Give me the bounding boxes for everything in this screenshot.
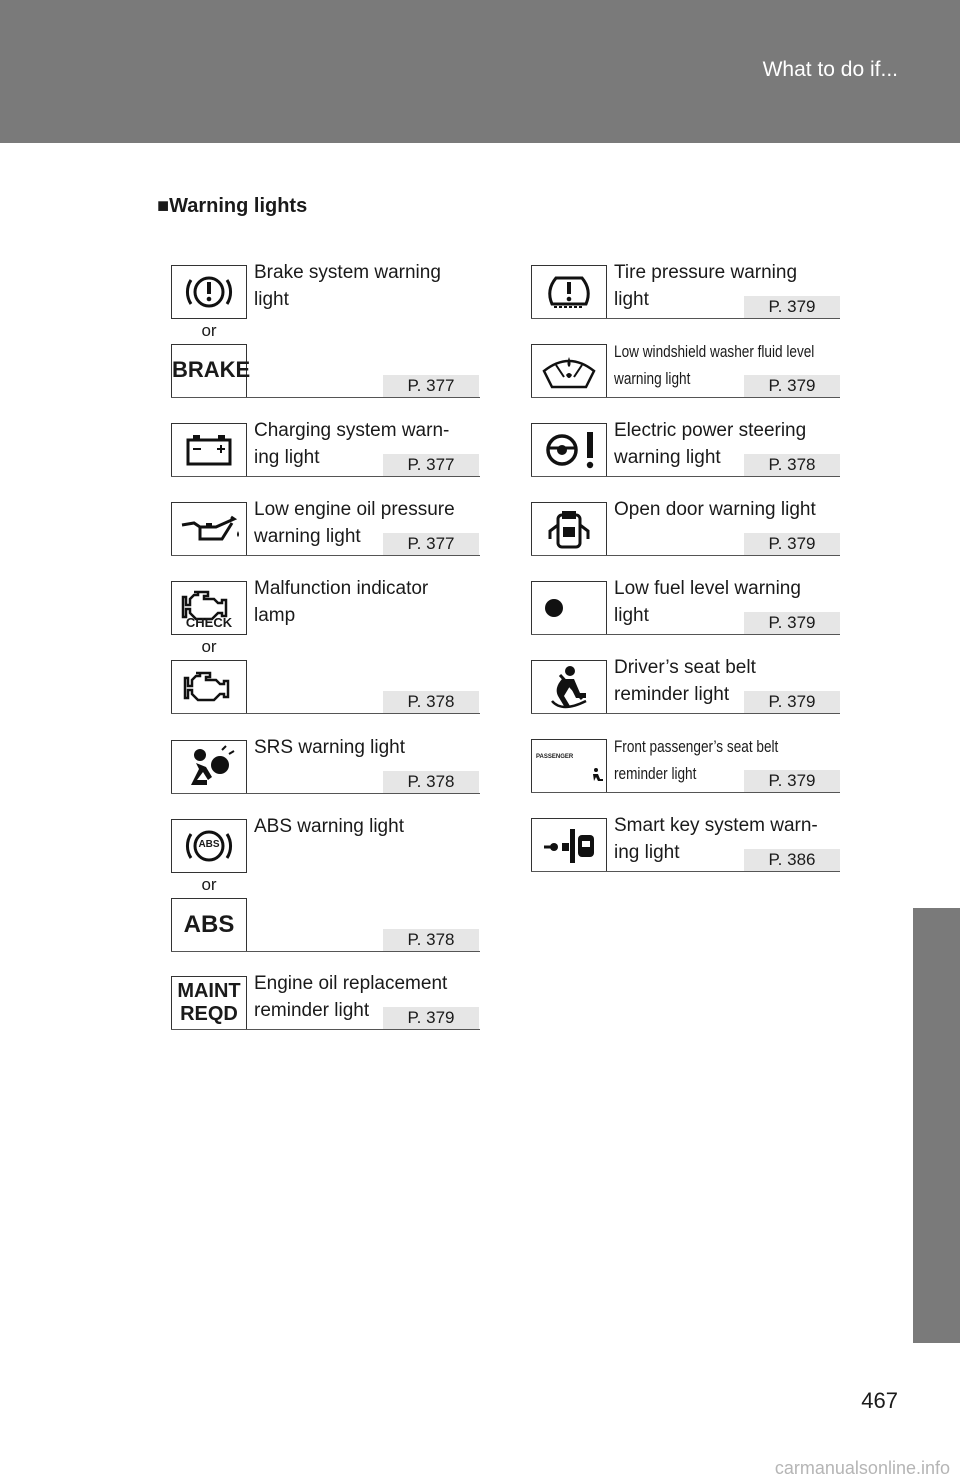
seat-belt-icon-box	[531, 660, 607, 714]
page-ref-fuel: P. 379	[744, 612, 840, 634]
maint-reqd-icon-box	[171, 976, 247, 1030]
label-charging: Charging system warn- ing light	[254, 420, 450, 468]
row-divider	[531, 555, 840, 556]
page-ref-eps: P. 378	[744, 454, 840, 476]
page-ref-maint: P. 379	[383, 1007, 479, 1029]
row-divider	[171, 1029, 480, 1030]
section-title: ■Warning lights	[157, 195, 308, 217]
label-tire: Tire pressure warning light	[614, 262, 798, 310]
abs-circle-icon-box	[171, 819, 247, 873]
oil-can-icon-box	[171, 502, 247, 556]
page-ref-oil: P. 377	[383, 533, 479, 555]
label-mil: Malfunction indicator lamp	[254, 578, 429, 626]
label-passenger-belt: Front passenger’s seat belt reminder light	[614, 737, 779, 783]
page-ref-charging: P. 377	[383, 454, 479, 476]
row-divider	[171, 397, 480, 398]
abs-icon-text: ABS	[183, 911, 235, 938]
airbag-icon-box	[171, 740, 247, 794]
page-ref-washer: P. 379	[744, 375, 840, 397]
label-driver-belt: Driver’s seat belt reminder light	[614, 657, 756, 705]
abs-small-text: ABS	[198, 839, 220, 850]
brake-icon-text: BRAKE	[172, 357, 251, 382]
smart-key-icon-box	[531, 818, 607, 872]
check-icon-text: CHECK	[185, 615, 233, 630]
label-fuel: Low fuel level warning light	[614, 578, 801, 626]
brake-circle-icon-box	[171, 265, 247, 319]
row-divider	[531, 713, 840, 714]
page-ref-mil: P. 378	[383, 691, 479, 713]
open-door-icon-box	[531, 502, 607, 556]
page-ref-passenger-belt: P. 379	[744, 770, 840, 792]
maint-icon-text-1: MAINT	[177, 980, 241, 1002]
row-divider	[171, 713, 480, 714]
or-label: or	[201, 875, 217, 894]
label-smartkey: Smart key system warn- ing light	[614, 815, 818, 863]
steering-wheel-warning-icon-box	[531, 423, 607, 477]
page-ref-abs: P. 378	[383, 929, 479, 951]
row-divider	[531, 476, 840, 477]
page-ref-door: P. 379	[744, 533, 840, 555]
page-ref-tire: P. 379	[744, 296, 840, 318]
row-divider	[531, 397, 840, 398]
header-title: What to do if...	[762, 58, 898, 81]
label-srs: SRS warning light	[254, 737, 406, 758]
label-abs: ABS warning light	[254, 816, 404, 837]
row-divider	[531, 318, 840, 319]
row-divider	[531, 792, 840, 793]
engine-check-icon-box	[171, 581, 247, 635]
or-label: or	[201, 637, 217, 656]
page-ref-smartkey: P. 386	[744, 849, 840, 871]
page-ref-driver-belt: P. 379	[744, 691, 840, 713]
page-header	[0, 0, 960, 143]
watermark: carmanualsonline.info	[774, 1458, 950, 1478]
or-label: or	[201, 321, 217, 340]
battery-icon-box	[171, 423, 247, 477]
passenger-belt-icon-box	[531, 739, 607, 793]
label-eps: Electric power steering warning light	[614, 420, 807, 468]
fuel-dot-icon-box	[531, 581, 607, 635]
tire-pressure-icon-box	[531, 265, 607, 319]
abs-text-icon-box	[171, 898, 247, 952]
brake-text-icon-box	[171, 344, 251, 398]
engine-icon-box	[171, 660, 247, 714]
page-ref-brake: P. 377	[383, 375, 479, 397]
page-number: 467	[861, 1388, 898, 1413]
row-divider	[171, 951, 480, 952]
row-divider	[531, 634, 840, 635]
chapter-side-tab	[913, 908, 960, 1343]
washer-fluid-icon-box	[531, 344, 607, 398]
label-door: Open door warning light	[614, 499, 816, 520]
label-maint: Engine oil replacement reminder light	[254, 973, 448, 1021]
row-divider	[171, 555, 480, 556]
page-ref-srs: P. 378	[383, 771, 479, 793]
maint-icon-text-2: REQD	[180, 1003, 238, 1025]
label-washer: Low windshield washer fluid level warning light	[614, 342, 815, 388]
label-oil: Low engine oil pressure warning light	[254, 499, 455, 547]
row-divider	[531, 871, 840, 872]
label-brake: Brake system warning light	[254, 262, 441, 310]
passenger-icon-text: PASSENGER	[536, 754, 574, 760]
row-divider	[171, 476, 480, 477]
row-divider	[171, 793, 480, 794]
